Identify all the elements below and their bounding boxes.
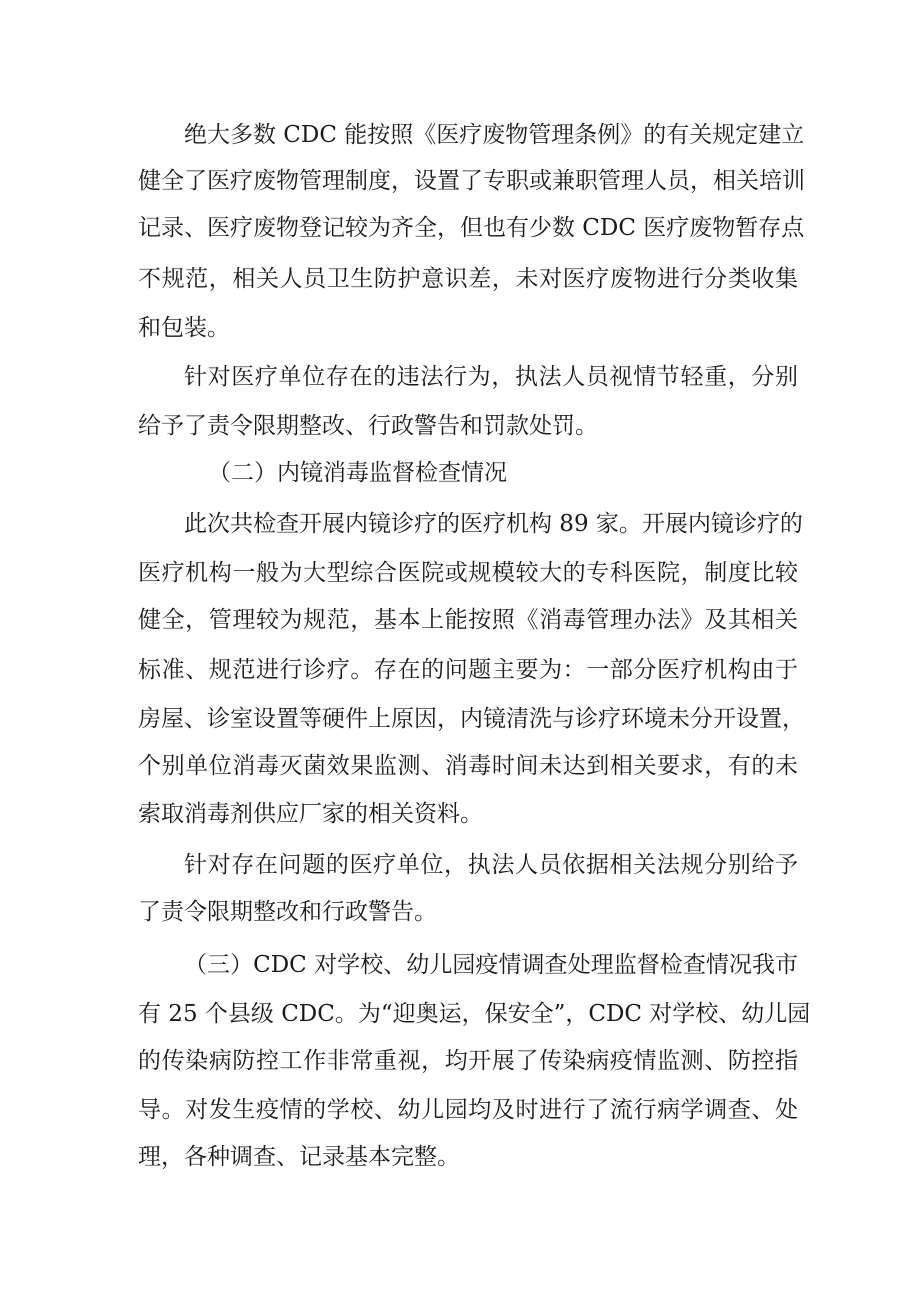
paragraph-5-line-1: （三）CDC 对学校、幼儿园疫情调查处理监督检查情况我市	[184, 952, 798, 978]
section-heading-2: （二）内镜消毒监督检查情况	[208, 460, 507, 486]
paragraph-1-line-1: 绝大多数 CDC 能按照《医疗废物管理条例》的有关规定建立	[184, 122, 805, 148]
paragraph-1-line-4: 不规范，相关人员卫生防护意识差，未对医疗废物进行分类收集	[138, 266, 798, 292]
paragraph-3-line-3: 健全，管理较为规范，基本上能按照《消毒管理办法》及其相关	[138, 607, 798, 633]
paragraph-4-line-2: 了责令限期整改和行政警告。	[138, 899, 437, 925]
paragraph-1-line-2: 健全了医疗废物管理制度，设置了专职或兼职管理人员，相关培训	[138, 168, 805, 194]
paragraph-5-line-2: 有 25 个县级 CDC。为“迎奥运，保安全”，CDC 对学校、幼儿园	[138, 1001, 811, 1027]
paragraph-3-line-5: 房屋、诊室设置等硬件上原因，内镜清洗与诊疗环境未分开设置，	[138, 706, 805, 732]
paragraph-2-line-2: 给予了责令限期整改、行政警告和罚款处罚。	[138, 413, 598, 439]
paragraph-3-line-2: 医疗机构一般为大型综合医院或规模较大的专科医院，制度比较	[138, 560, 798, 586]
paragraph-3-line-7: 索取消毒剂供应厂家的相关资料。	[138, 801, 483, 827]
paragraph-3-line-1: 此次共检查开展内镜诊疗的医疗机构 89 家。开展内镜诊疗的	[184, 511, 803, 537]
paragraph-5-line-3: 的传染病防控工作非常重视，均开展了传染病疫情监测、防控指	[138, 1048, 798, 1074]
paragraph-1-line-3: 记录、医疗废物登记较为齐全，但也有少数 CDC 医疗废物暂存点	[138, 215, 805, 241]
paragraph-4-line-1: 针对存在问题的医疗单位，执法人员依据相关法规分别给予	[184, 852, 798, 878]
paragraph-3-line-4: 标准、规范进行诊疗。存在的问题主要为：一部分医疗机构由于	[138, 657, 798, 683]
paragraph-5-line-5: 理，各种调查、记录基本完整。	[138, 1144, 460, 1170]
paragraph-1-line-5: 和包装。	[138, 315, 230, 341]
paragraph-5-line-4: 导。对发生疫情的学校、幼儿园均及时进行了流行病学调查、处	[138, 1097, 798, 1123]
paragraph-3-line-6: 个别单位消毒灭菌效果监测、消毒时间未达到相关要求，有的未	[138, 753, 798, 779]
paragraph-2-line-1: 针对医疗单位存在的违法行为，执法人员视情节轻重，分别	[184, 364, 798, 390]
